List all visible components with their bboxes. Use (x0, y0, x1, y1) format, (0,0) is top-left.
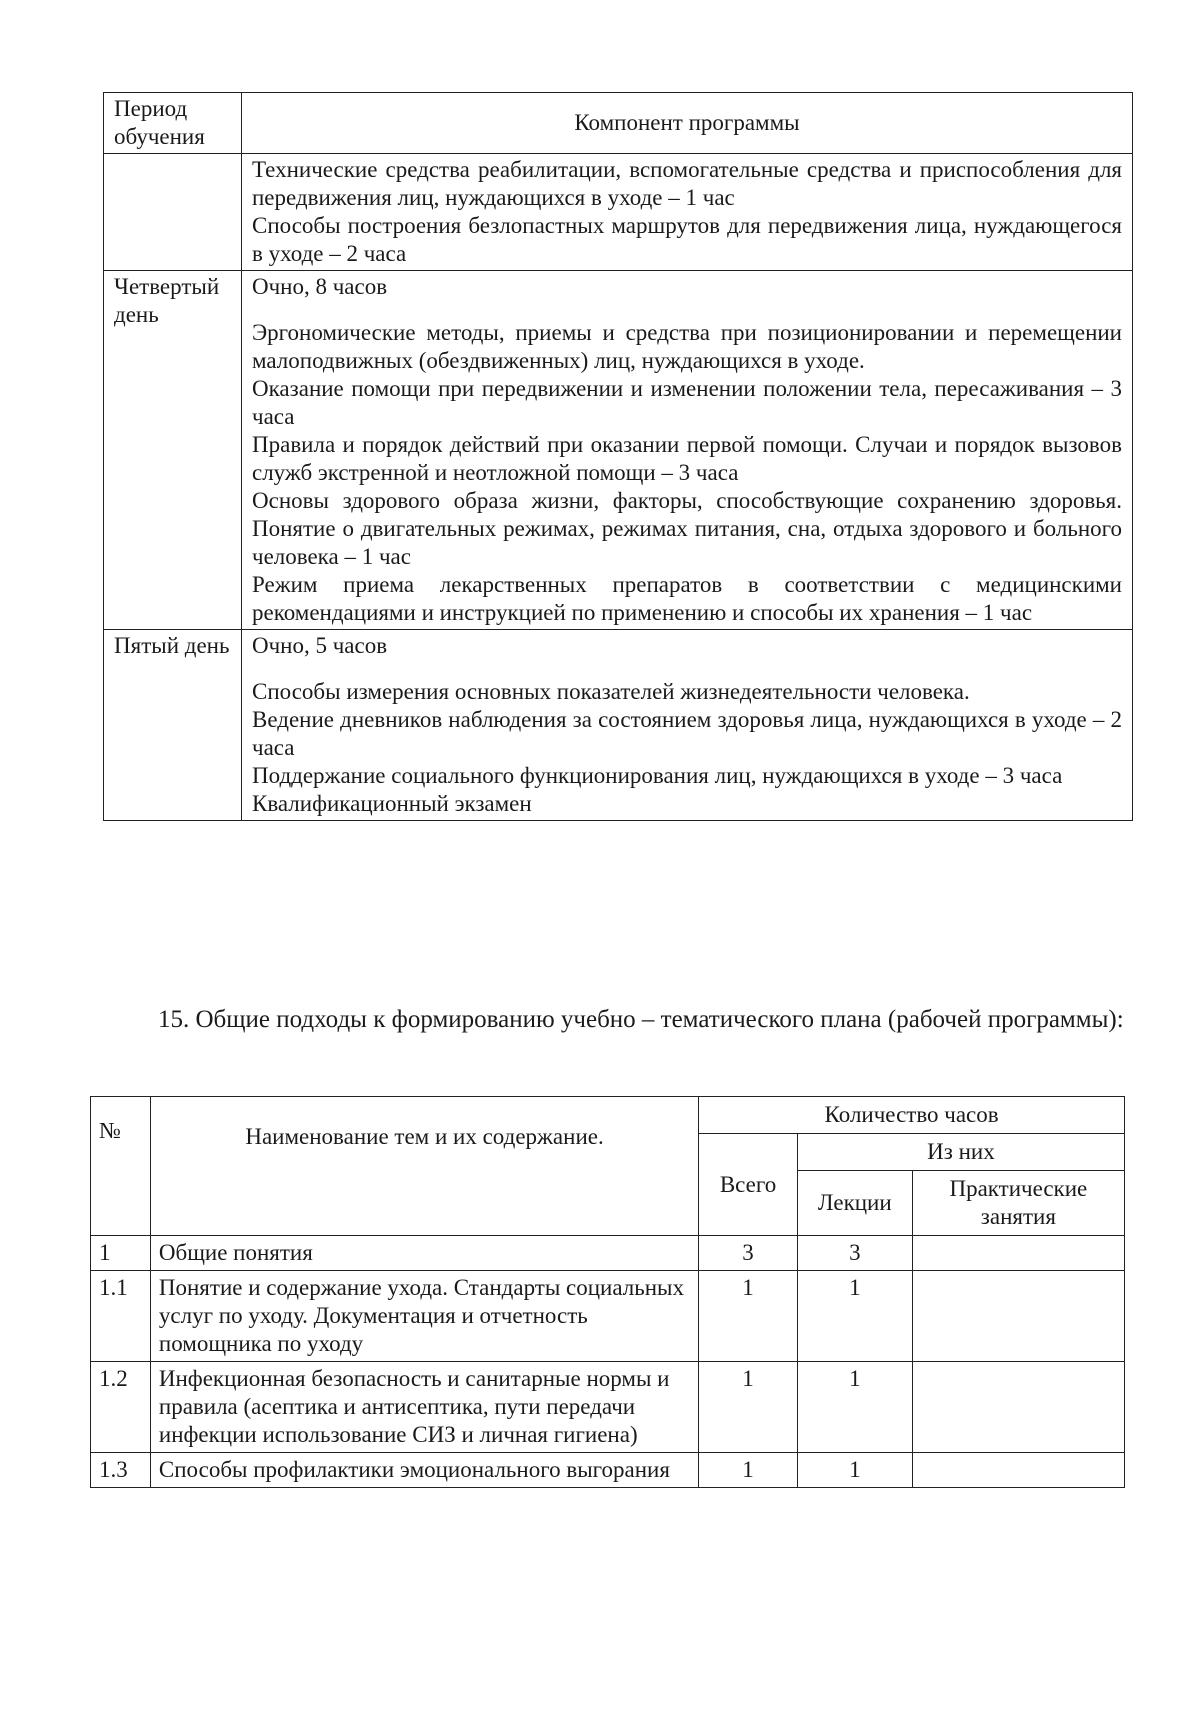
program-row (104, 271, 1133, 630)
program-item: Эргономические методы, приемы и средства при позиционировании и перемещении малоподвижных (обездвиженных) лиц, нуждающихся в уходе. (252, 320, 1122, 373)
plan-row-total: 1 (699, 1453, 798, 1488)
program-row-period (104, 154, 242, 271)
program-row-period: Четвертый день (104, 271, 242, 630)
plan-row (91, 1271, 1125, 1362)
plan-row (91, 1362, 1125, 1453)
program-item: Ведение дневников наблюдения за состоянием здоровья лица, нуждающихся в уходе – 2 часа (252, 707, 1122, 760)
plan-row-num: 1.3 (91, 1453, 151, 1488)
program-item: Режим приема лекарственных препаратов в соответствии с медицинскими рекомендациями и инструкцией по применению и способы их хранения – 1 час (252, 572, 1122, 625)
plan-row-topic: Общие понятия (150, 1236, 698, 1271)
plan-row (91, 1236, 1125, 1271)
program-row-content (242, 154, 1133, 271)
header-name: Наименование тем и их содержание. (150, 1097, 698, 1236)
program-row-period: Пятый день (104, 630, 242, 821)
plan-row-num: 1.1 (91, 1271, 151, 1362)
program-row (104, 154, 1133, 271)
header-component: Компонент программы (242, 93, 1133, 154)
program-item: Поддержание социального функционирования лиц, нуждающихся в уходе – 3 часа (252, 763, 1063, 788)
plan-row-lectures: 1 (797, 1362, 912, 1453)
program-item: Правила и порядок действий при оказании первой помощи. Случаи и порядок вызовов служб экстренной и неотложной помощи – 3 часа (252, 432, 1122, 485)
program-item: Основы здорового образа жизни, факторы, способствующие сохранению здоровья. Понятие о двигательных режимах, режимах питания, сна, отдыха здорового и больного человека – 1 час (252, 488, 1122, 569)
plan-row-practice (912, 1271, 1124, 1362)
plan-row-lectures: 1 (797, 1453, 912, 1488)
header-hours: Количество часов (699, 1097, 1125, 1134)
plan-row-topic: Понятие и содержание ухода. Стандарты социальных услуг по уходу. Документация и отчетность помощника по уходу (150, 1271, 698, 1362)
plan-row-practice (912, 1453, 1124, 1488)
plan-table-header-row (91, 1097, 1125, 1134)
plan-row-lectures: 3 (797, 1236, 912, 1271)
header-of-them: Из них (797, 1134, 1124, 1171)
program-row-intro: Очно, 5 часов (252, 633, 388, 658)
plan-table (90, 1096, 1125, 1488)
header-total: Всего (699, 1134, 798, 1236)
header-period: Период обучения (104, 93, 242, 154)
plan-row (91, 1453, 1125, 1488)
program-table (103, 92, 1133, 821)
plan-row-num: 1.2 (91, 1362, 151, 1453)
header-lectures: Лекции (797, 1171, 912, 1236)
plan-row-practice (912, 1236, 1124, 1271)
program-table-header (104, 93, 1133, 154)
program-item: Оказание помощи при передвижении и изменении положении тела, пересаживания – 3 часа (252, 376, 1122, 429)
program-item: Квалификационный экзамен (252, 791, 532, 816)
program-row (104, 630, 1133, 821)
plan-row-total: 3 (699, 1236, 798, 1271)
header-num: № (91, 1097, 151, 1236)
plan-row-lectures: 1 (797, 1271, 912, 1362)
program-row-intro: Очно, 8 часов (252, 274, 388, 299)
program-row-content (242, 630, 1133, 821)
program-item: Способы измерения основных показателей жизнедеятельности человека. (252, 679, 970, 704)
program-item: Способы построения безлопастных маршрутов для передвижения лица, нуждающегося в уходе – 2 часа (252, 213, 1122, 266)
plan-row-total: 1 (699, 1362, 798, 1453)
program-item: Технические средства реабилитации, вспомогательные средства и приспособления для передвижения лиц, нуждающихся в уходе – 1 час (252, 157, 1122, 210)
plan-row-topic: Инфекционная безопасность и санитарные нормы и правила (асептика и антисептика, пути передачи инфекции использование СИЗ и личная гигиена) (150, 1362, 698, 1453)
header-practice: Практические занятия (912, 1171, 1124, 1236)
plan-row-num: 1 (91, 1236, 151, 1271)
plan-row-topic: Способы профилактики эмоционального выгорания (150, 1453, 698, 1488)
program-row-content (242, 271, 1133, 630)
plan-row-total: 1 (699, 1271, 798, 1362)
plan-row-practice (912, 1362, 1124, 1453)
section-heading: 15. Общие подходы к формированию учебно – тематического плана (рабочей программы): (158, 1006, 1124, 1033)
